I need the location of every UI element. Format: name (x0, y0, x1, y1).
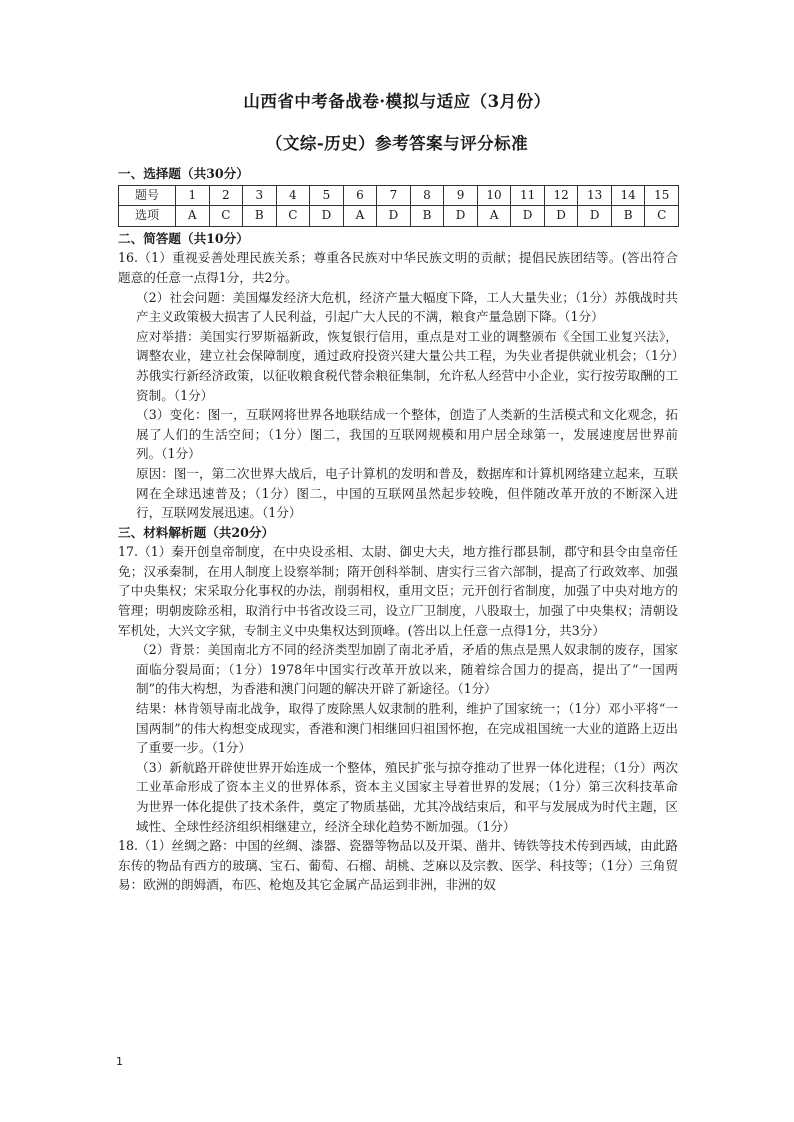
q17-text: （1）秦开创皇帝制度，在中央设丞相、太尉、御史大夫，地方推行郡县制，郡守和县令由皇帝任免；汉承秦制，在用人制度上设察举制；隋开创科举制、唐实行三省六部制，提高了行政效率、加强了中央集权；宋采取分化事权的办法，削弱相权，重用文臣；元开创行省制度，加强了中央对地方的管理；明朝废除丞相，取消行中书省改设三司，设立厂卫制度，八股取士，加强了中央集权；清朝设军机处，大兴文字狱，专制主义中央集权达到顶峰。(答出以上任意一点得1分，共3分） (118, 544, 678, 638)
q17-part3: （3）新航路开辟使世界开始连成一个整体，殖民扩张与掠夺推动了世界一体化进程；（1分）两次工业革命形成了资本主义的世界体系，资本主义国家主导着世界的发展；（1分）第三次科技革命为世界一体化提供了技术条件，奠定了物质基础，尤其冷战结束后，和平与发展成为时代主题，区域性、全球性经济组织相继建立，经济全球化趋势不断加强。（1分） (136, 759, 678, 834)
q16-part2-measures: 应对举措：美国实行罗斯福新政，恢复银行信用，重点是对工业的调整颁布《全国工业复兴法》，调整农业，建立社会保障制度，通过政府投资兴建大量公共工程，为失业者提供就业机会；（1分）苏俄实行新经济政策，以征收粮食税代替余粮征集制，允许私人经营中小企业，实行按劳取酬的工资制。（1分） (136, 328, 678, 403)
answer-content (118, 164, 678, 895)
answer-cell: D (511, 206, 545, 227)
question-number-cell: 13 (578, 185, 612, 206)
answer-cell: D (444, 206, 478, 227)
document-title: 山西省中考备战卷·模拟与适应（3月份） (243, 92, 551, 111)
q18-part1 (118, 836, 678, 895)
answer-cell: D (377, 206, 411, 227)
question-number-cell: 10 (477, 185, 511, 206)
question-number: 17. (118, 544, 139, 560)
question-number-cell: 11 (511, 185, 545, 206)
answer-cell: C (209, 206, 243, 227)
question-number-cell: 12 (544, 185, 578, 206)
section-heading-short: 二、简答题（共10分） (118, 230, 249, 246)
question-number-cell: 4 (276, 185, 310, 206)
q17-part1 (118, 542, 678, 640)
answer-cell: B (410, 206, 444, 227)
q16-part1 (118, 248, 678, 287)
q17-part2-result: 结果：林肯领导南北战争，取得了废除黑人奴隶制的胜利，维护了国家统一；（1分）邓小平将“一国两制”的伟大构想变成现实，香港和澳门相继回归祖国怀抱，在完成祖国统一大业的道路上迈出了重要一步。（1分） (136, 701, 678, 756)
question-number-cell: 15 (645, 185, 679, 206)
question-number: 16. (118, 250, 139, 266)
question-number-cell: 7 (377, 185, 411, 206)
page-number: 1 (116, 1055, 123, 1068)
answer-cell: B (611, 206, 645, 227)
question-number-cell: 2 (209, 185, 243, 206)
answer-cell: D (544, 206, 578, 227)
q16-text: （1）重视妥善处理民族关系；尊重各民族对中华民族文明的贡献；提倡民族团结等。(答出符合题意的任意一点得1分，共2分。 (118, 250, 678, 285)
section-heading-material: 三、材料解析题（共20分） (118, 524, 275, 540)
answer-cell: D (310, 206, 344, 227)
answer-cell: D (578, 206, 612, 227)
table-row (119, 206, 679, 227)
question-number-cell: 14 (611, 185, 645, 206)
question-number-cell: 3 (243, 185, 277, 206)
q18-text: （1）丝绸之路：中国的丝绸、漆器、瓷器等物品以及开渠、凿井、铸铁等技术传到西域，由此路东传的物品有西方的玻璃、宝石、葡萄、石榴、胡桃、芝麻以及宗教、医学、科技等；（1分）三角贸易：欧洲的朗姆酒，布匹、枪炮及其它金属产品运到非洲，非洲的奴 (118, 838, 678, 893)
question-number: 18. (118, 838, 139, 854)
question-number-cell: 9 (444, 185, 478, 206)
answer-cell: B (243, 206, 277, 227)
answer-cell: C (645, 206, 679, 227)
document-subtitle: （文综-历史）参考答案与评分标准 (265, 134, 529, 153)
question-number-cell: 5 (310, 185, 344, 206)
question-number-cell: 6 (343, 185, 377, 206)
answer-cell: A (477, 206, 511, 227)
q16-part3: （3）变化：图一，互联网将世界各地联结成一个整体，创造了人类新的生活模式和文化观念，拓展了人们的生活空间；（1分）图二，我国的互联网规模和用户居全球第一，发展速度居世界前列。（1分） (136, 407, 678, 462)
answer-cell: C (276, 206, 310, 227)
section-heading-choice: 一、选择题（共30分） (118, 166, 249, 181)
q16-part2: （2）社会问题：美国爆发经济大危机，经济产量大幅度下降，工人大量失业；（1分）苏俄战时共产主义政策极大损害了人民利益，引起广大人民的不满，粮食产量急剧下降。（1分） (136, 289, 678, 325)
q17-part2: （2）背景：美国南北方不同的经济类型加剧了南北矛盾，矛盾的焦点是黑人奴隶制的废存，国家面临分裂局面；（1分）1978年中国实行改革开放以来，随着综合国力的提高，提出了“一国两制”的伟大构想，为香港和澳门问题的解决开辟了新途径。（1分） (136, 642, 678, 697)
answer-table (118, 185, 679, 227)
q16-part3-reasons: 原因：图一，第二次世界大战后，电子计算机的发明和普及，数据库和计算机网络建立起来，互联网在全球迅速普及；（1分）图二，中国的互联网虽然起步较晚，但伴随改革开放的不断深入进行，互联网发展迅速。（1分） (136, 465, 678, 521)
answer-cell: A (343, 206, 377, 227)
answer-cell: A (176, 206, 210, 227)
question-number-cell: 8 (410, 185, 444, 206)
question-number-cell: 1 (176, 185, 210, 206)
row-label: 题号 (119, 185, 176, 206)
row-label: 选项 (119, 206, 176, 227)
table-row (119, 185, 679, 206)
